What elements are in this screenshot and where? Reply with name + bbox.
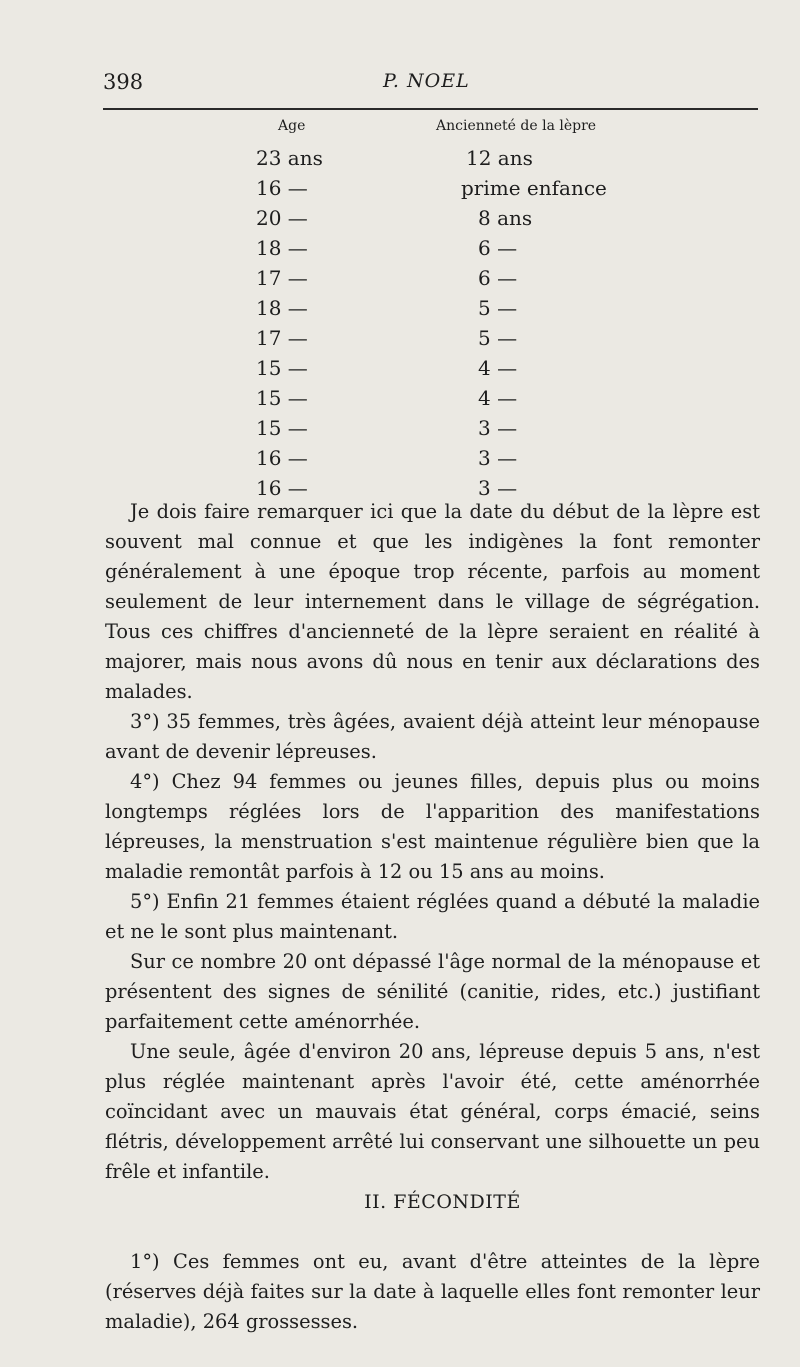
cell-age: 16 — [256, 476, 308, 500]
cell-age: 15 — [256, 386, 308, 410]
cell-anciennete: 3 — [478, 416, 518, 440]
table-row [0, 296, 800, 326]
table-row [0, 206, 800, 236]
cell-age: 17 — [256, 266, 308, 290]
cell-age: 15 — [256, 416, 308, 440]
cell-age: 20 — [256, 206, 308, 230]
cell-age: 15 — [256, 356, 308, 380]
cell-age: 17 — [256, 326, 308, 350]
table-row [0, 446, 800, 476]
cell-age: 23 ans [256, 146, 323, 170]
running-head: P. NOEL [383, 70, 470, 92]
cell-age: 18 — [256, 296, 308, 320]
cell-anciennete: 4 — [478, 356, 518, 380]
cell-anciennete: 3 — [478, 476, 518, 500]
cell-anciennete: 5 — [478, 296, 518, 320]
paragraph: Je dois faire remarquer ici que la date du début de la lèpre est souvent mal connue et que les indigènes la font remonter généralement à une époque trop récente, parfois au moment seulement de leur internement dans le village de ségrégation. Tous ces chiffres d'ancienneté de la lèpre seraient en réalité à majorer, mais nous avons dû nous en tenir aux déclarations des malades. [105, 500, 760, 703]
cell-anciennete: 6 — [478, 266, 518, 290]
cell-age: 18 — [256, 236, 308, 260]
cell-anciennete: 8 ans [478, 206, 533, 230]
header-rule [103, 108, 758, 110]
table-row [0, 386, 800, 416]
paragraph: 5°) Enfin 21 femmes étaient réglées quand a débuté la maladie et ne le sont plus maintenant. [105, 890, 760, 943]
table-row [0, 326, 800, 356]
paragraph: 4°) Chez 94 femmes ou jeunes filles, depuis plus ou moins longtemps réglées lors de l'apparition des manifestations lépreuses, la menstruation s'est maintenue régulière bien que la maladie remontât parfois à 12 ou 15 ans au moins. [105, 770, 760, 883]
table-row [0, 416, 800, 446]
table-row [0, 356, 800, 386]
cell-anciennete: prime enfance [461, 176, 607, 200]
paragraph: Sur ce nombre 20 ont dépassé l'âge normal de la ménopause et présentent des signes de sénilité (canitie, rides, etc.) justifiant parfaitement cette aménorrhée. [105, 950, 760, 1033]
paragraph: Une seule, âgée d'environ 20 ans, lépreuse depuis 5 ans, n'est plus réglée maintenant après l'avoir été, cette aménorrhée coïncidant avec un mauvais état général, corps émacié, seins flétris, développement arrêté lui conservant une silhouette un peu frêle et infantile. [105, 1040, 760, 1183]
page-header [103, 70, 758, 106]
cell-anciennete: 4 — [478, 386, 518, 410]
table-row [0, 236, 800, 266]
cell-anciennete: 5 — [478, 326, 518, 350]
paragraph: 3°) 35 femmes, très âgées, avaient déjà atteint leur ménopause avant de devenir lépreuses. [105, 710, 760, 763]
cell-age: 16 — [256, 446, 308, 470]
cell-anciennete: 3 — [478, 446, 518, 470]
column-header-age: Age [278, 118, 306, 134]
cell-age: 16 — [256, 176, 308, 200]
page-number: 398 [103, 70, 144, 94]
cell-anciennete: 12 ans [466, 146, 533, 170]
body-text [105, 497, 760, 1337]
section-title: II. FÉCONDITÉ [364, 1191, 521, 1213]
table-row [0, 146, 800, 176]
cell-anciennete: 6 — [478, 236, 518, 260]
table-row [0, 266, 800, 296]
paragraph: 1°) Ces femmes ont eu, avant d'être atteintes de la lèpre (réserves déjà faites sur la date à laquelle elles font remonter leur maladie), 264 grossesses. [105, 1250, 760, 1333]
table-row [0, 176, 800, 206]
column-header-anciennete: Ancienneté de la lèpre [436, 118, 597, 134]
